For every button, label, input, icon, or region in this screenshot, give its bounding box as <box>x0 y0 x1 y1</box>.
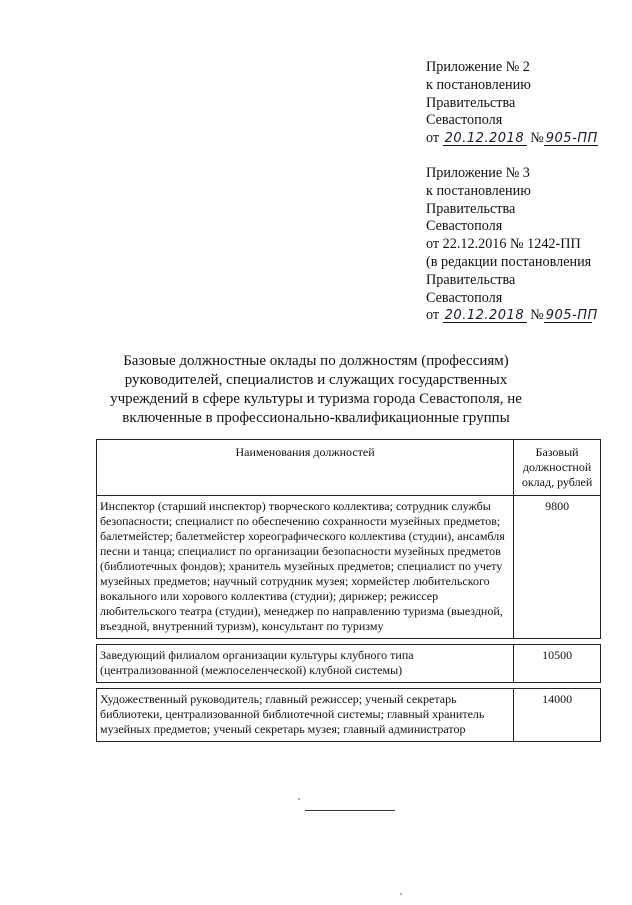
appendix-2-handwritten-number: 905-ПП <box>545 131 598 147</box>
row-2-salary: 10500 <box>514 645 601 683</box>
row-2-positions: Заведующий филиалом организации культуры клубного типа (централизованной (межпоселенческой) клубной системы) <box>97 645 514 683</box>
scan-speck <box>298 798 300 800</box>
appendix-3-line-3: Правительства <box>426 200 516 217</box>
appendix-3-line-4: Севастополя <box>426 218 503 235</box>
document-title: Базовые должностные оклады по должностям (профессиям) руководителей, специалистов и служащих государственных учреждений в сфере культуры и туризма города Севастополя, не включенные в профессионально-квалификационные группы <box>110 353 522 426</box>
table-header-row <box>97 440 601 496</box>
salary-table <box>96 439 601 742</box>
table-row <box>97 496 601 639</box>
table-row <box>97 645 601 683</box>
appendix-2-block <box>426 59 598 148</box>
appendix-3-from-prefix: от <box>426 307 440 324</box>
appendix-2-handwritten-date: 20.12.2018 <box>443 132 527 146</box>
appendix-2-date-line <box>426 130 598 148</box>
appendix-2-from-prefix: от <box>426 130 440 147</box>
appendix-2-line-4: Севастополя <box>426 112 503 129</box>
appendix-3-title: Приложение № 3 <box>426 165 530 181</box>
appendix-2-line-3: Правительства <box>426 94 516 111</box>
appendix-3-line-2: к постановлению <box>426 182 531 199</box>
appendix-3-line-8: Севастополя <box>426 289 503 306</box>
appendix-2-title: Приложение № 2 <box>426 59 530 75</box>
header-positions: Наименования должностей <box>97 440 514 496</box>
appendix-3-date-line <box>426 307 598 325</box>
row-1-positions: Инспектор (старший инспектор) творческого коллектива; сотрудник службы безопасности; специалист по обеспечению сохранности музейных предметов; балетмейстер; балетмейстер хореографического коллектива (студии), ансамбля песни и танца; специалист по организации безопасности музейных предметов (библиотечных фондов); хранитель музейных предметов; специалист по учету музейных предметов; научный сотрудник музея; хормейстер любительского вокального или хорового коллектива (студии); дирижер; режиссер любительского театра (студии), менеджер по направлению туризма (выездной, въездной, внутренний туризм), консультант по туризму <box>97 496 514 639</box>
appendix-3-block <box>426 165 598 325</box>
table-row <box>97 689 601 742</box>
row-3-positions: Художественный руководитель; главный режиссер; ученый секретарь библиотеки, централизованной библиотечной системы; главный хранитель музейных предметов; ученый секретарь музея; главный администратор <box>97 689 514 742</box>
appendix-3-handwritten-number: 905-ПП <box>545 308 598 324</box>
appendix-3-line-5: от 22.12.2016 № 1242-ПП <box>426 236 581 253</box>
closing-divider-line <box>305 810 395 811</box>
scan-speck <box>400 893 402 895</box>
appendix-3-handwritten-date: 20.12.2018 <box>443 309 527 323</box>
row-3-salary: 14000 <box>514 689 601 742</box>
appendix-2-number-prefix: № <box>530 130 544 147</box>
row-1-salary: 9800 <box>514 496 601 639</box>
appendix-2-line-2: к постановлению <box>426 76 531 93</box>
appendix-3-number-prefix: № <box>530 307 544 324</box>
appendix-3-line-6: (в редакции постановления <box>426 253 592 270</box>
appendix-3-line-7: Правительства <box>426 271 516 288</box>
header-salary: Базовый должностной оклад, рублей <box>514 440 601 496</box>
